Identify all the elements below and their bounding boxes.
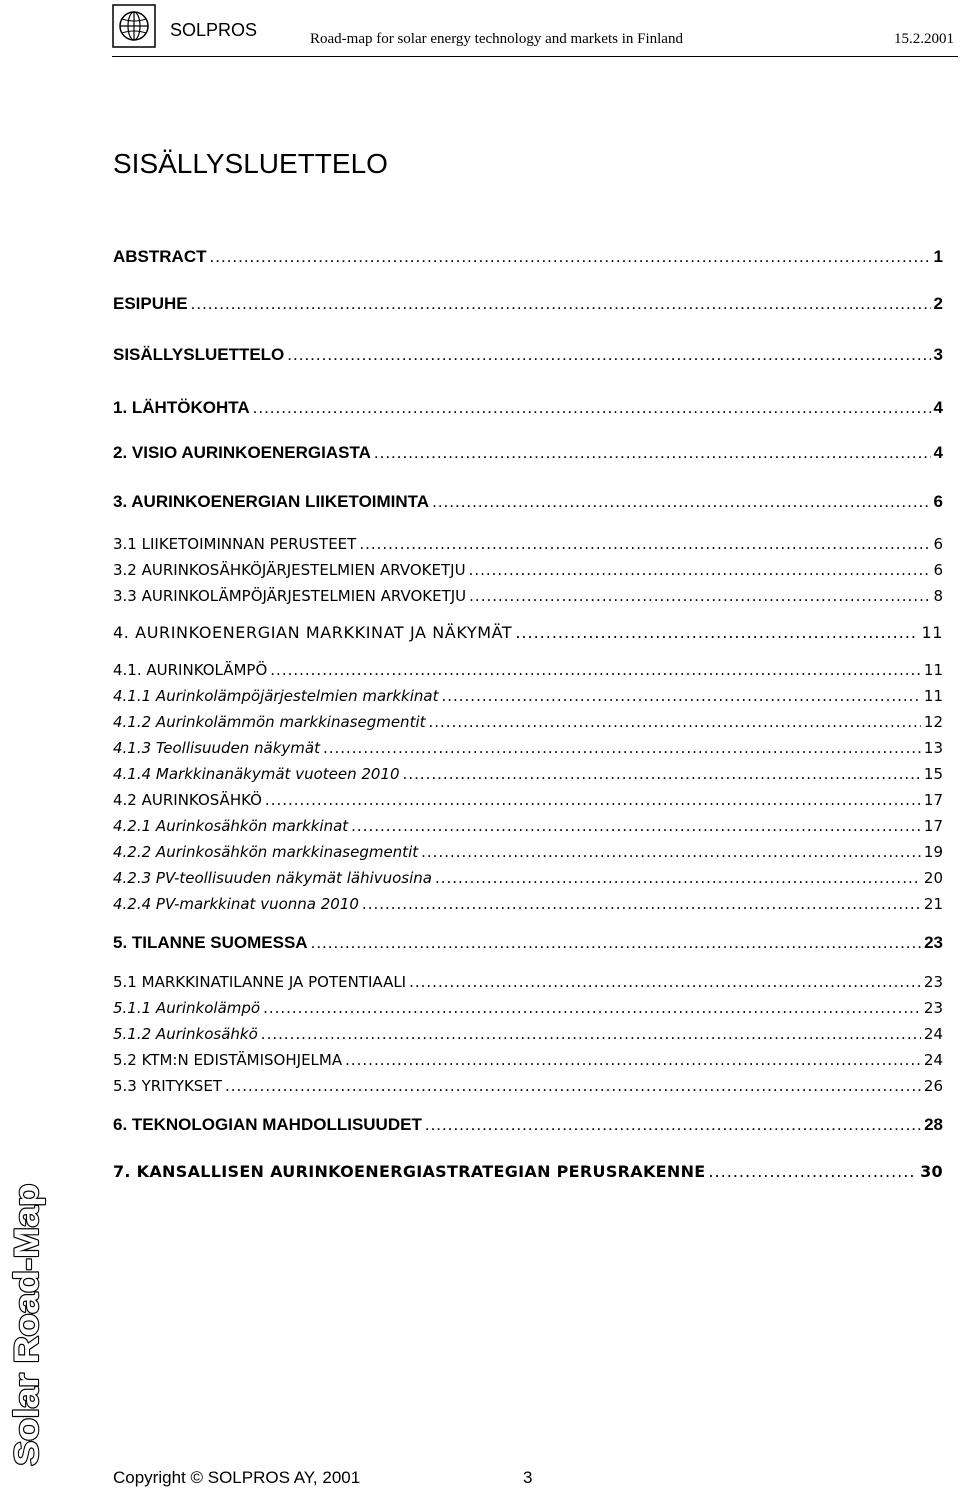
- toc-entry-label: 5.1.1 Aurinkolämpö: [113, 999, 261, 1017]
- toc-entry[interactable]: [113, 1049, 943, 1071]
- toc-leader-dots: [469, 585, 930, 607]
- toc-entry[interactable]: [113, 763, 943, 785]
- toc-entry[interactable]: [113, 815, 943, 837]
- toc-entry-page: 19: [923, 843, 943, 861]
- toc-entry-page: 15: [923, 765, 943, 783]
- toc-entry[interactable]: [113, 1161, 943, 1183]
- toc-entry-page: 4: [933, 443, 943, 462]
- toc-entry[interactable]: [113, 711, 943, 733]
- toc-entry-page: 6: [933, 561, 943, 579]
- toc-entry-label: 3.1 LIIKETOIMINNAN PERUSTEET: [113, 535, 357, 553]
- toc-entry[interactable]: [113, 685, 943, 707]
- toc-entry-label: 4.1.4 Markkinanäkymät vuoteen 2010: [113, 765, 400, 783]
- toc-entry-label: 3. AURINKOENERGIAN LIIKETOIMINTA: [113, 492, 430, 511]
- document-date: 15.2.2001: [894, 31, 954, 47]
- toc-entry-label: 3.3 AURINKOLÄMPÖJÄRJESTELMIEN ARVOKETJU: [113, 587, 467, 605]
- solar-road-map-logo: [2, 1180, 48, 1470]
- toc-leader-dots: [265, 789, 921, 811]
- toc-entry-label: 3.2 AURINKOSÄHKÖJÄRJESTELMIEN ARVOKETJU: [113, 561, 466, 579]
- toc-leader-dots: [287, 344, 930, 366]
- toc-entry-label: 4.2 AURINKOSÄHKÖ: [113, 791, 262, 809]
- toc-entry[interactable]: [113, 1075, 943, 1097]
- toc-leader-dots: [441, 685, 920, 707]
- toc-leader-dots: [225, 1075, 921, 1097]
- toc-leader-dots: [709, 1161, 918, 1183]
- toc-entry-label: 2. VISIO AURINKOENERGIASTA: [113, 443, 371, 462]
- toc-entry[interactable]: [113, 893, 943, 915]
- toc-entry-page: 30: [920, 1162, 943, 1181]
- toc-entry-label: 1. LÄHTÖKOHTA: [113, 398, 250, 417]
- toc-entry-label: 4.2.1 Aurinkosähkön markkinat: [113, 817, 349, 835]
- toc-entry-page: 11: [923, 661, 943, 679]
- toc-entry-page: 17: [923, 791, 943, 809]
- toc-entry[interactable]: [113, 491, 943, 513]
- toc-entry-page: 11: [921, 623, 943, 642]
- toc-entry-page: 28: [924, 1115, 943, 1134]
- toc-entry-page: 8: [933, 587, 943, 605]
- toc-entry-label: 4.2.2 Aurinkosähkön markkinasegmentit: [113, 843, 419, 861]
- toc-entry-page: 23: [923, 973, 943, 991]
- toc-leader-dots: [432, 491, 930, 513]
- toc-entry-page: 13: [923, 739, 943, 757]
- toc-entry[interactable]: [113, 344, 943, 366]
- toc-leader-dots: [469, 559, 931, 581]
- toc-entry-page: 11: [923, 687, 943, 705]
- toc-entry-page: 12: [923, 713, 943, 731]
- toc-entry[interactable]: [113, 737, 943, 759]
- toc-entry-label: 5.2 KTM:N EDISTÄMISOHJELMA: [113, 1051, 343, 1069]
- toc-entry-label: 4.1.1 Aurinkolämpöjärjestelmien markkinat: [113, 687, 439, 705]
- toc-entry-label: 5.3 YRITYKSET: [113, 1077, 222, 1095]
- toc-entry[interactable]: [113, 841, 943, 863]
- toc-leader-dots: [191, 293, 931, 315]
- toc-entry-page: 6: [933, 492, 943, 511]
- toc-entry[interactable]: [113, 442, 943, 464]
- toc-entry[interactable]: [113, 1023, 943, 1045]
- toc-entry-label: 4. AURINKOENERGIAN MARKKINAT JA NÄKYMÄT: [113, 623, 513, 642]
- globe-logo-icon: [112, 4, 156, 48]
- toc-entry-page: 6: [933, 535, 943, 553]
- toc-entry-label: 4.2.4 PV-markkinat vuonna 2010: [113, 895, 359, 913]
- toc-entry-page: 24: [923, 1051, 943, 1069]
- toc-entry-label: 4.1.2 Aurinkolämmön markkinasegmentit: [113, 713, 426, 731]
- toc-entry-label: ABSTRACT: [113, 247, 207, 266]
- toc-leader-dots: [374, 442, 931, 464]
- toc-entry[interactable]: [113, 293, 943, 315]
- toc-leader-dots: [261, 1023, 921, 1045]
- toc-entry-page: 1: [933, 247, 943, 266]
- toc-leader-dots: [270, 659, 921, 681]
- toc-entry-page: 20: [923, 869, 943, 887]
- toc-entry-label: 5.1 MARKKINATILANNE JA POTENTIAALI: [113, 973, 407, 991]
- toc-leader-dots: [253, 397, 931, 419]
- toc-leader-dots: [362, 893, 921, 915]
- toc-entry[interactable]: [113, 246, 943, 268]
- toc-leader-dots: [421, 841, 921, 863]
- toc-entry-page: 4: [933, 398, 943, 417]
- toc-entry-label: 4.2.3 PV-teollisuuden näkymät lähivuosina: [113, 869, 432, 887]
- document-title: Road-map for solar energy technology and markets in Finland: [310, 31, 683, 47]
- toc-entry-page: 23: [923, 999, 943, 1017]
- toc-leader-dots: [435, 867, 921, 889]
- toc-entry-page: 26: [923, 1077, 943, 1095]
- toc-entry[interactable]: [113, 932, 943, 954]
- toc-leader-dots: [429, 711, 921, 733]
- toc-leader-dots: [515, 622, 918, 644]
- page-title: SISÄLLYSLUETTELO: [113, 148, 388, 179]
- toc-entry[interactable]: [113, 559, 943, 581]
- toc-leader-dots: [210, 246, 931, 268]
- toc-leader-dots: [425, 1114, 921, 1136]
- toc-entry[interactable]: [113, 659, 943, 681]
- toc-entry-page: 3: [933, 345, 943, 364]
- toc-entry-label: 6. TEKNOLOGIAN MAHDOLLISUUDET: [113, 1115, 422, 1134]
- toc-entry-page: 21: [923, 895, 943, 913]
- toc-leader-dots: [403, 763, 921, 785]
- toc-entry-label: 4.1.3 Teollisuuden näkymät: [113, 739, 320, 757]
- org-name: SOLPROS: [170, 20, 258, 40]
- toc-entry-label: 7. KANSALLISEN AURINKOENERGIASTRATEGIAN PERUSRAKENNE: [113, 1162, 706, 1181]
- toc-entry[interactable]: [113, 971, 943, 993]
- header-divider: [112, 56, 958, 57]
- toc-entry-page: 23: [924, 933, 943, 952]
- copyright-text: Copyright © SOLPROS AY, 2001: [113, 1468, 361, 1487]
- toc-entry[interactable]: [113, 585, 943, 607]
- page-footer: [113, 1468, 533, 1488]
- svg-text:Solar Road-Map: Solar Road-Map: [8, 1214, 46, 1466]
- toc-leader-dots: [311, 932, 921, 954]
- toc-entry-label: 5.1.2 Aurinkosähkö: [113, 1025, 258, 1043]
- toc-leader-dots: [323, 737, 921, 759]
- toc-entry[interactable]: [113, 533, 943, 555]
- toc-entry-page: 17: [923, 817, 943, 835]
- toc-entry[interactable]: [113, 997, 943, 1019]
- toc-leader-dots: [351, 815, 921, 837]
- toc-entry-page: 24: [923, 1025, 943, 1043]
- page-header: [0, 0, 960, 64]
- toc-leader-dots: [345, 1049, 921, 1071]
- toc-entry[interactable]: [113, 789, 943, 811]
- toc-entry[interactable]: [113, 622, 943, 644]
- toc-entry-label: 4.1. AURINKOLÄMPÖ: [113, 661, 268, 679]
- toc-entry-label: ESIPUHE: [113, 294, 188, 313]
- toc-leader-dots: [409, 971, 921, 993]
- toc-entry-page: 2: [933, 294, 943, 313]
- toc-entry-label: 5. TILANNE SUOMESSA: [113, 933, 308, 952]
- toc-leader-dots: [263, 997, 921, 1019]
- toc-entry-label: SISÄLLYSLUETTELO: [113, 345, 285, 364]
- page-number: 3: [523, 1468, 533, 1487]
- toc-entry[interactable]: [113, 1114, 943, 1136]
- toc-entry[interactable]: [113, 397, 943, 419]
- toc-entry[interactable]: [113, 867, 943, 889]
- toc-leader-dots: [359, 533, 930, 555]
